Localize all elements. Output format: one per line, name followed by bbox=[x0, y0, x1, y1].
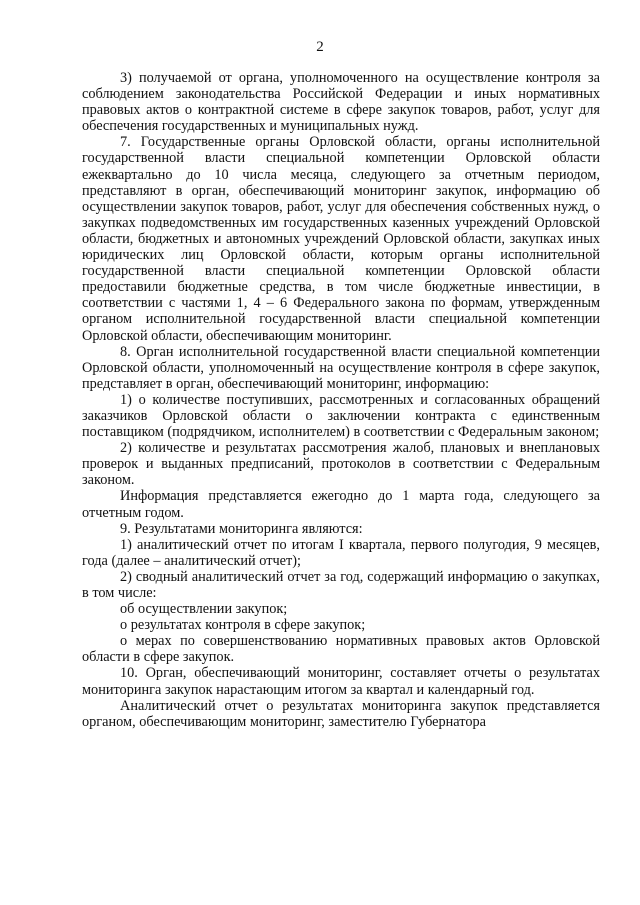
paragraph-9-subitem-2: о результатах контроля в сфере закупок; bbox=[120, 617, 366, 634]
paragraph-10: 10. Орган, обеспечивающий мониторинг, составляет отчеты о результатах мониторинга закупок нарастающим итогом за квартал и календарный год. bbox=[82, 665, 600, 698]
paragraph-6-item-3: 3) получаемой от органа, уполномоченного на осуществление контроля за соблюдением законодательства Российской Федерации и иных нормативных правовых актов о контрактной системе в сфере закупок товаров, работ, услуг для обеспечения государственных и муниципальных нужд. bbox=[82, 70, 600, 135]
paragraph-analytic-report: Аналитический отчет о результатах мониторинга закупок представляется органом, обеспечивающим мониторинг, заместителю Губернатора bbox=[82, 697, 600, 730]
paragraph-8-item-2: 2) количестве и результатах рассмотрения жалоб, плановых и внеплановых проверок и выданных предписаний, протоколов в соответствии с Федеральным законом. bbox=[82, 440, 600, 489]
paragraph-9-item-2: 2) сводный аналитический отчет за год, содержащий информацию о закупках, в том числе: bbox=[82, 568, 600, 601]
paragraph-7: 7. Государственные органы Орловской области, органы исполнительной государственной власти специальной компетенции Орловской области ежеквартально до 10 числа месяца, следующего за отчетным периодом, представляют в орган, обеспечивающий мониторинг закупок, информацию об осуществлении закупок товаров, работ, услуг для обеспечения собственных нужд, о закупках подведомственных им государственных казенных учреждений Орловской области, бюджетных и автономных учреждений Орловской области, закупках иных юридических лиц Орловской области, которым органы исполнительной государственной власти специальной компетенции Орловской области предоставили бюджетные средства, в том числе бюджетные инвестиции, в соответствии с частями 1, 4 – 6 Федерального закона по формам, утвержденным органом исполнительной государственной власти специальной компетенции Орловской области, обеспечивающим мониторинг. bbox=[82, 134, 600, 344]
paragraph-9: 9. Результатами мониторинга являются: bbox=[120, 520, 363, 537]
page-number: 2 bbox=[316, 39, 324, 55]
paragraph-8-item-1: 1) о количестве поступивших, рассмотренных и согласованных обращений заказчиков Орловской области о заключении контракта с единственным поставщиком (подрядчиком, исполнителем) в соответствии с Федеральным законом; bbox=[82, 391, 600, 441]
document-body bbox=[82, 70, 600, 730]
paragraph-9-subitem-3: о мерах по совершенствованию нормативных правовых актов Орловской области в сфере закупок. bbox=[82, 633, 600, 666]
paragraph-8: 8. Орган исполнительной государственной власти специальной компетенции Орловской области, уполномоченный на осуществление контроля в сфере закупок, представляет в орган, обеспечивающий мониторинг, информацию: bbox=[82, 343, 600, 392]
paragraph-9-item-1: 1) аналитический отчет по итогам I квартала, первого полугодия, 9 месяцев, года (далее – аналитический отчет); bbox=[82, 536, 600, 569]
paragraph-9-subitem-1: об осуществлении закупок; bbox=[120, 601, 288, 618]
paragraph-8-deadline: Информация представляется ежегодно до 1 марта года, следующего за отчетным годом. bbox=[82, 488, 600, 521]
